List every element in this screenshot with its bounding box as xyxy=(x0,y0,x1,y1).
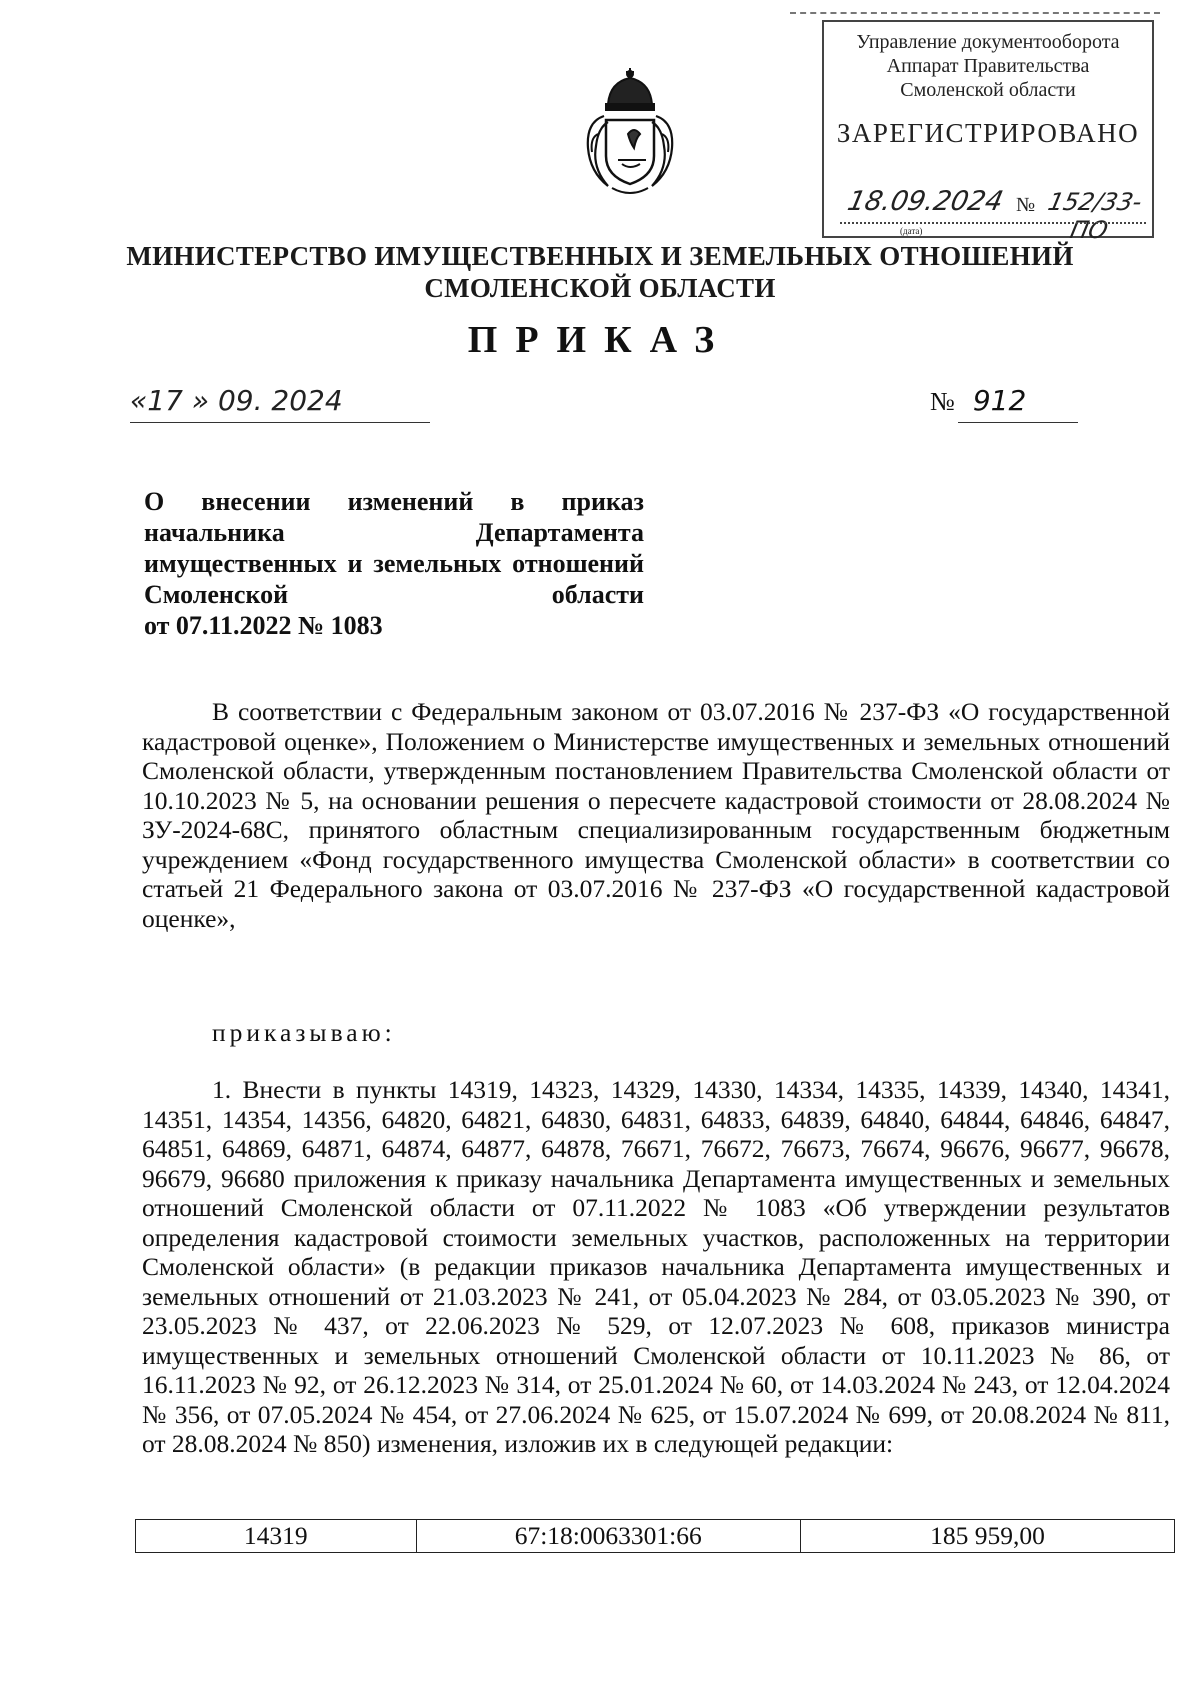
stamp-line-2: Аппарат Правительства xyxy=(886,55,1090,77)
ministry-header xyxy=(0,240,1200,304)
table-cell-item-number: 14319 xyxy=(136,1520,417,1553)
subject-last-line: от 07.11.2022 № 1083 xyxy=(144,611,383,640)
subject-text: О внесении изменений в приказ начальника Департамента имущественных и земельных отношений Смоленской области xyxy=(144,487,644,609)
order-date-underline xyxy=(130,422,430,423)
coat-of-arms-icon xyxy=(578,64,682,200)
stamp-top-line xyxy=(790,12,1160,14)
stamp-number: 152/33-ПО xyxy=(1045,188,1145,244)
order-subject xyxy=(144,486,644,641)
order-number xyxy=(930,384,1080,424)
cadastral-values-table xyxy=(135,1519,1175,1553)
stamp-line-3: Смоленской области xyxy=(900,79,1076,101)
stamp-date-row xyxy=(840,186,1146,244)
document-type-title: ПРИКАЗ xyxy=(467,319,733,361)
stamp-line-1: Управление документооборота xyxy=(856,31,1120,53)
preamble-paragraph: В соответствии с Федеральным законом от 03.07.2016 № 237-ФЗ «О государственной кадастровой оценке», Положением о Министерстве имущественных и земельных отношений Смоленской области, утвержденным постановлением Правительства Смоленской области от 10.10.2023 № 5, на основании решения о пересчете кадастровой стоимости от 28.08.2024 № ЗУ-2024-68С, принятого областным специализированным государственным бюджетным учреждением «Фонд государственного имущества Смоленской области» в соответствии со статьей 21 Федерального закона от 03.07.2016 № 237-ФЗ «О государственной кадастровой оценке», xyxy=(142,697,1170,933)
stamp-date: 18.09.2024 xyxy=(844,186,1006,217)
order-date-value: «17 » 09. 2024 xyxy=(130,384,343,417)
ministry-name-line-1: МИНИСТЕРСТВО ИМУЩЕСТВЕННЫХ И ЗЕМЕЛЬНЫХ ОТНОШЕНИЙ xyxy=(126,241,1074,271)
stamp-underline xyxy=(840,222,1146,224)
stamp-registered: ЗАРЕГИСТРИРОВАНО xyxy=(836,118,1140,148)
ministry-name-line-2: СМОЛЕНСКОЙ ОБЛАСТИ xyxy=(424,273,776,303)
stamp-caption: (дата) xyxy=(900,226,923,236)
order-number-underline xyxy=(958,422,1078,423)
table-row xyxy=(136,1520,1175,1553)
order-number-value: 912 xyxy=(972,384,1027,417)
order-number-label: № xyxy=(930,387,955,416)
registration-stamp xyxy=(822,20,1154,244)
decree-word: приказываю: xyxy=(212,1018,396,1047)
table-cell-cadastral-number: 67:18:0063301:66 xyxy=(416,1520,800,1553)
item-1-paragraph: 1. Внести в пункты 14319, 14323, 14329, 14330, 14334, 14335, 14339, 14340, 14341, 14351, 14354, 14356, 64820, 64821, 64830, 64831, 64833, 64839, 64840, 64844, 64846, 64847, 64851, 64869, 64871, 64874, 64877, 64878, 76671, 76672, 76673, 76674, 96676, 96677, 96678, 96679, 96680 приложения к приказу начальника Департамента имущественных и земельных отношений Смоленской области от 07.11.2022 № 1083 «Об утверждении результатов определения кадастровой стоимости земельных участков, расположенных на территории Смоленской области» (в редакции приказов начальника Департамента имущественных и земельных отношений от 21.03.2023 № 241, от 05.04.2023 № 284, от 03.05.2023 № 390, от 23.05.2023 № 437, от 22.06.2023 № 529, от 12.07.2023 № 608, приказов министра имущественных и земельных отношений Смоленской области от 10.11.2023 № 86, от 16.11.2023 № 92, от 26.12.2023 № 314, от 25.01.2024 № 60, от 14.03.2024 № 243, от 12.04.2024 № 356, от 07.05.2024 № 454, от 27.06.2024 № 625, от 15.07.2024 № 699, от 20.08.2024 № 811, от 28.08.2024 № 850) изменения, изложив их в следующей редакции: xyxy=(142,1075,1170,1458)
order-date xyxy=(130,384,430,424)
stamp-number-sign: № xyxy=(1016,194,1036,216)
table-cell-cadastral-value: 185 959,00 xyxy=(800,1520,1174,1553)
